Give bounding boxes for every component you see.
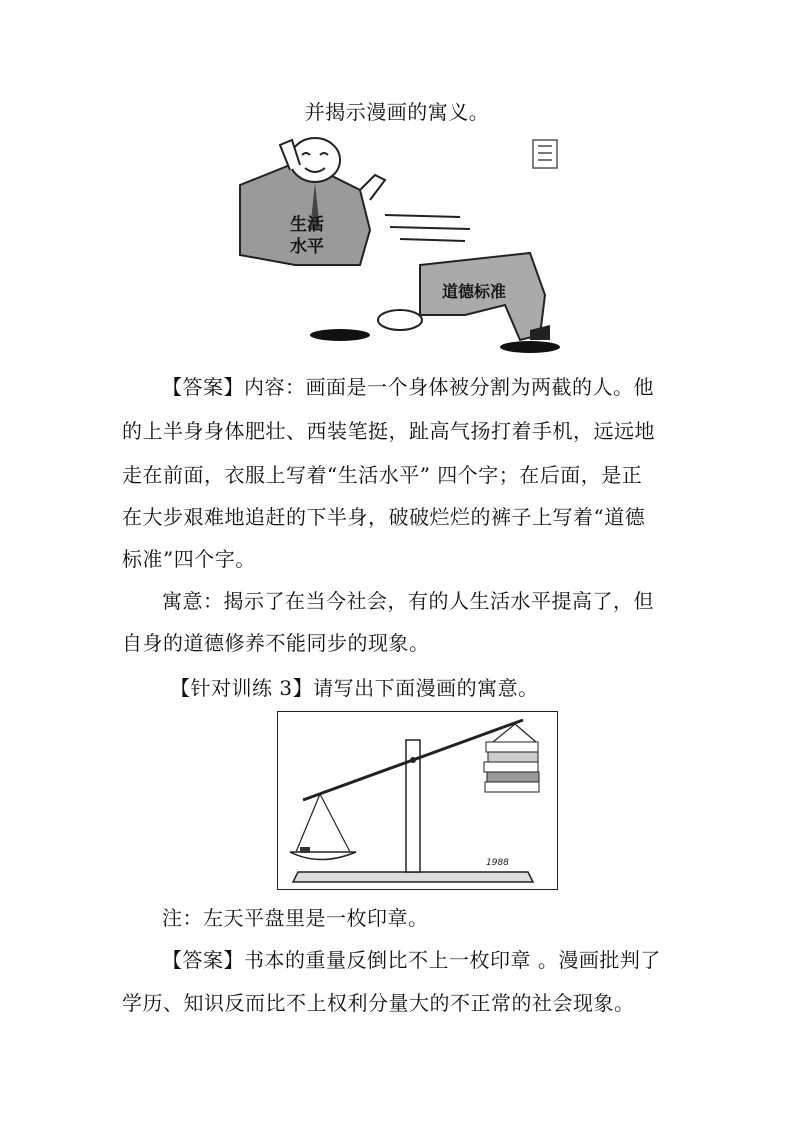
exercise3-title: 【针对训练 3】请写出下面漫画的寓意。 [170,676,539,700]
shirt-text-line2: 水平 [290,237,324,257]
cartoon-split-man [220,135,580,360]
answer2-line1: 【答案】书本的重量反倒比不上一枚印章 。漫画批判了 [162,948,661,972]
answer1-line1: 【答案】内容：画面是一个身体被分割为两截的人。他 [162,375,654,399]
cartoon-year: 1988 [486,858,509,868]
cartoon-balance-scale [277,711,558,890]
note-text: 注：左天平盘里是一枚印章。 [162,906,429,930]
answer1-line2: 的上半身身体肥壮、西装笔挺，趾高气扬打着手机，远远地 [122,419,655,443]
pants-text: 道德标准 [442,282,507,301]
answer2-line2: 学历、知识反而比不上权利分量大的不正常的社会现象。 [122,991,635,1015]
answer1-line5: 标准”四个字。 [122,547,256,571]
meaning1-line2: 自身的道德修养不能同步的现象。 [122,631,430,655]
meaning1-line1: 寓意：揭示了在当今社会，有的人生活水平提高了，但 [162,589,654,613]
shirt-text-line1: 生活 [290,215,324,235]
answer1-line3: 走在前面，衣服上写着“生活水平” 四个字；在后面，是正 [122,463,643,487]
answer1-line4: 在大步艰难地追赶的下半身，破破烂烂的裤子上写着“道德 [122,505,646,529]
intro-text: 并揭示漫画的寓义。 [304,100,490,124]
